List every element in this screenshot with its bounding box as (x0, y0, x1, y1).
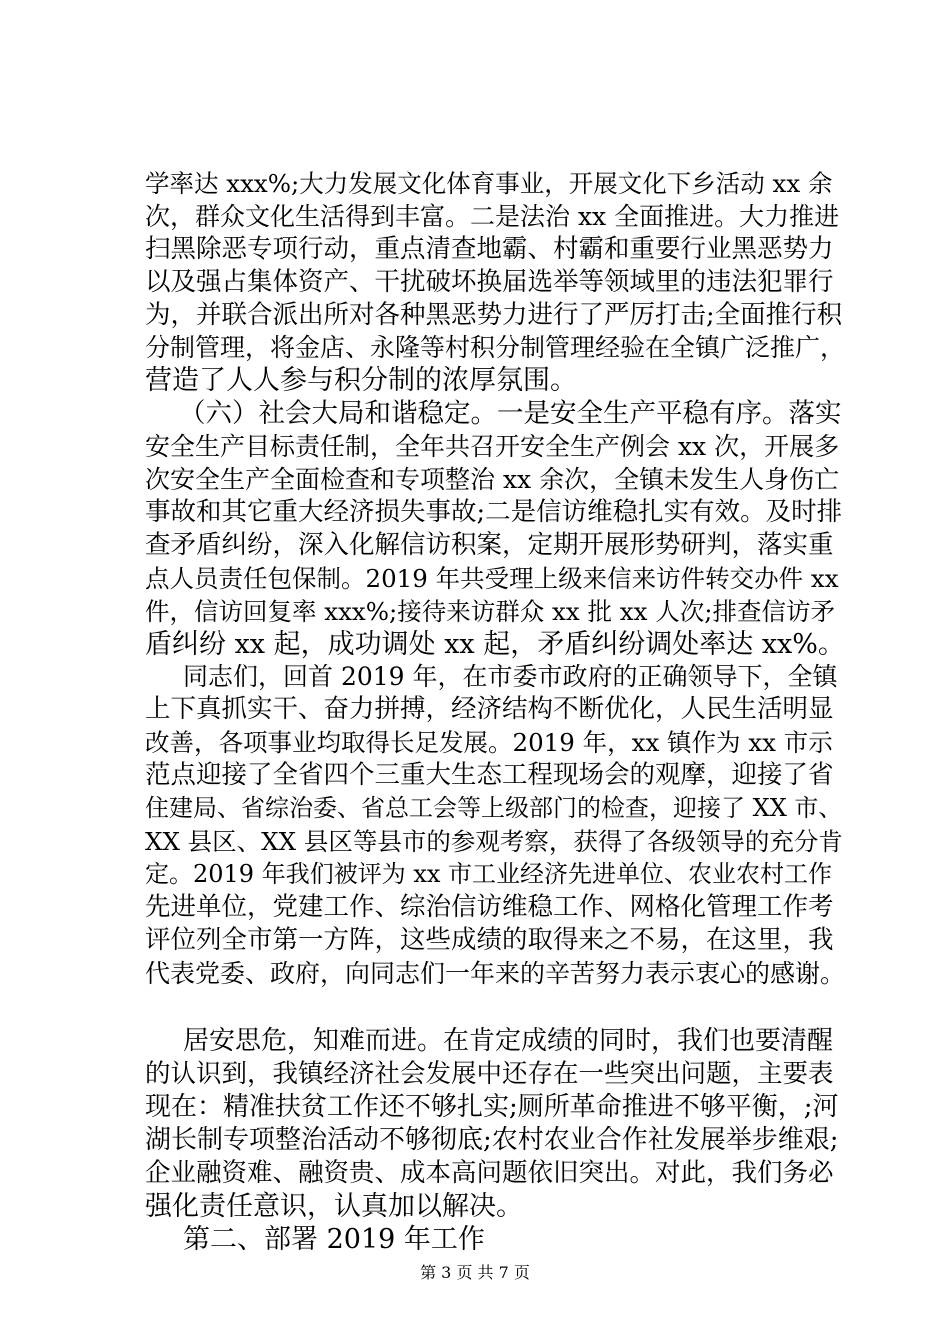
text-line: 次安全生产全面检查和专项整治 xx 余次，全镇未发生人身伤亡 (145, 465, 840, 494)
text-line: 点人员责任包保制。2019 年共受理上级来信来访件转交办件 xx (145, 564, 839, 593)
text-line: 范点迎接了全省四个三重大生态工程现场会的观摩，迎接了省 (145, 760, 834, 790)
text-line: 安全生产目标责任制，全年共召开安全生产例会 xx 次，开展多 (145, 432, 840, 461)
text-line: 住建局、省综治委、省总工会等上级部门的检查，迎接了 XX 市、 (145, 794, 843, 822)
text-line: 学率达 xxx%;大力发展文化体育事业，开展文化下乡活动 xx 余 (145, 169, 833, 198)
text-line: 的认识到，我镇经济社会发展中还存在一些突出问题，主要表 (145, 1059, 834, 1089)
text-line: 查矛盾纠纷，深入化解信访积案，定期开展形势研判，落实重 (145, 530, 834, 560)
text-line: 盾纠纷 xx 起，成功调处 xx 起，矛盾纠纷调处率达 xx%。 (145, 629, 845, 660)
text-line: 强化责任意识，认真加以解决。 (145, 1191, 523, 1222)
text-line: 事故和其它重大经济损失事故;二是信访维稳扎实有效。及时排 (145, 497, 843, 527)
text-line: 企业融资难、融资贵、成本高问题依旧突出。对此，我们务必 (145, 1158, 834, 1188)
text-line: 以及强占集体资产、干扰破坏换届选举等领域里的违法犯罪行 (145, 267, 834, 297)
text-line: 为，并联合派出所对各种黑恶势力进行了严厉打击;全面推行积 (145, 300, 843, 330)
text-line: 分制管理，将金店、永隆等村积分制管理经验在全镇广泛推广， (145, 333, 846, 362)
text-line: 营造了人人参与积分制的浓厚氛围。 (145, 365, 577, 396)
text-line: 代表党委、政府，向同志们一年来的辛苦努力表示衷心的感谢。 (145, 959, 846, 988)
text-line: 改善，各项事业均取得长足发展。2019 年，xx 镇作为 xx 市示 (145, 728, 833, 757)
text-line: 上下真抓实干、奋力拼搏，经济结构不断优化，人民生活明显 (145, 694, 834, 724)
section-heading: 第二、部署 2019 年工作 (183, 1224, 485, 1255)
text-line: 定。2019 年我们被评为 xx 市工业经济先进单位、农业农村工作 (145, 860, 833, 888)
text-line: 先进单位，党建工作、综治信访维稳工作、网格化管理工作考 (145, 892, 834, 922)
text-line: 件，信访回复率 xxx%;接待来访群众 xx 批 xx 人次;排查信访矛 (145, 597, 835, 626)
text-line: XX 县区、XX 县区等县市的参观考察，获得了各级领导的充分肯 (145, 827, 843, 856)
text-line: 现在：精准扶贫工作还不够扎实;厕所革命推进不够平衡，;河 (145, 1092, 839, 1122)
paragraph-first-line: 同志们，回首 2019 年，在市委市政府的正确领导下，全镇 (183, 662, 838, 691)
paragraph-first-line: 居安思危，知难而进。在肯定成绩的同时，我们也要清醒 (183, 1026, 834, 1056)
text-line: 扫黑除恶专项行动，重点清查地霸、村霸和重要行业黑恶势力 (145, 234, 834, 264)
paragraph-first-line: （六）社会大局和谐稳定。一是安全生产平稳有序。落实 (179, 398, 842, 429)
text-line: 次，群众文化生活得到丰富。二是法治 xx 全面推进。大力推进 (145, 202, 840, 231)
text-line: 湖长制专项整治活动不够彻底;农村农业合作社发展举步维艰; (145, 1125, 839, 1155)
page-number-footer: 第 3 页 共 7 页 (420, 1263, 530, 1282)
text-line: 评位列全市第一方阵，这些成绩的取得来之不易，在这里，我 (145, 925, 834, 955)
